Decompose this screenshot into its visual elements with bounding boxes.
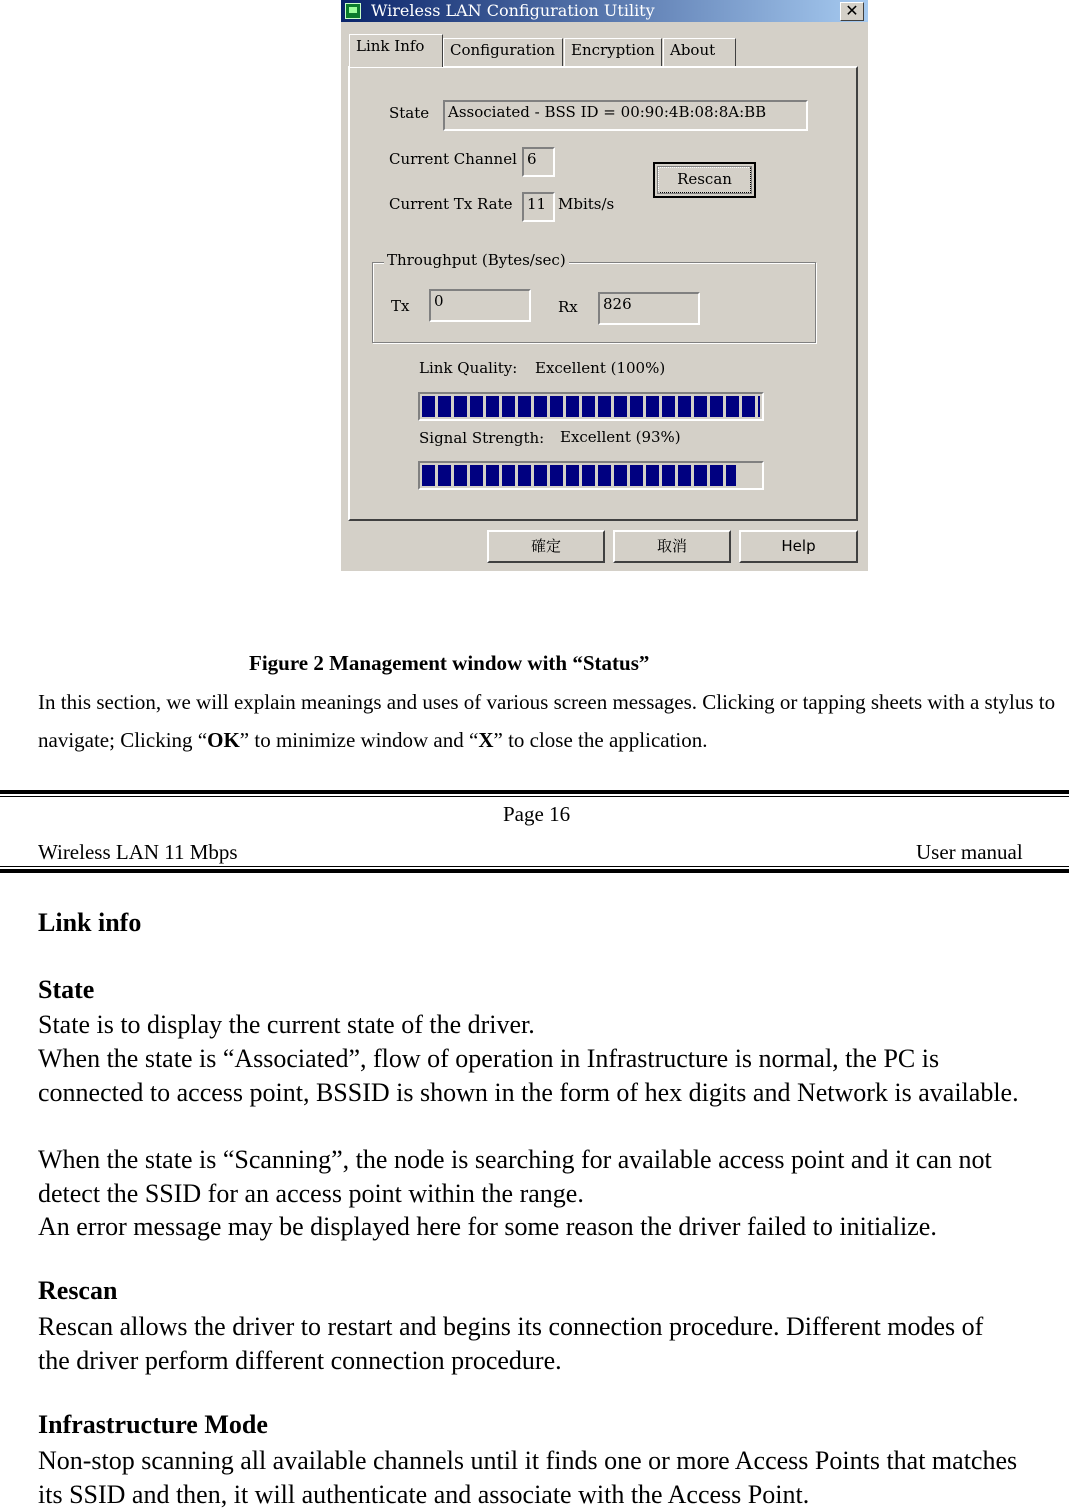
page-divider-top	[0, 790, 1069, 794]
tab-configuration[interactable]	[443, 38, 563, 66]
window-title: Wireless LAN Configuration Utility	[371, 1, 655, 20]
header-right: User manual	[916, 840, 1023, 864]
scanning-paragraph: When the state is “Scanning”, the node is searching for available access point and it can not detect the SSID for an access point within the range.	[38, 1145, 992, 1208]
throughput-title: Throughput (Bytes/sec)	[384, 251, 569, 269]
cancel-button[interactable]	[613, 530, 731, 563]
signal-strength-value: Excellent (93%)	[560, 428, 681, 446]
help-button-label: Help	[781, 537, 816, 555]
signal-strength-bar-fill	[422, 465, 736, 486]
figure-caption: Figure 2 Management window with “Status”	[249, 651, 650, 675]
rescan-label: Rescan	[658, 167, 751, 193]
tx-rate-unit: Mbits/s	[558, 195, 615, 213]
tx-label: Tx	[391, 297, 410, 315]
error-paragraph: An error message may be displayed here for some reason the driver failed to initialize.	[38, 1212, 937, 1241]
section-title: Link info	[38, 908, 142, 937]
page-divider-top-thin	[0, 796, 1069, 797]
wireless-app-icon	[345, 3, 361, 19]
intro-paragraph	[38, 683, 1058, 759]
link-quality-bar-fill	[422, 396, 760, 417]
rx-label: Rx	[558, 298, 578, 316]
state-paragraph: State is to display the current state of the driver.	[38, 1010, 535, 1039]
state-heading: State	[38, 975, 95, 1004]
header-divider-thin	[0, 866, 1069, 867]
intro-text-1: In this section, we will explain meanings and uses of various screen messages. Clicking or tapping sheets with a stylus to navigate; Clicking “	[38, 690, 1056, 752]
tab-encryption[interactable]	[564, 38, 662, 66]
config-utility-dialog	[341, 0, 868, 571]
infrastructure-heading: Infrastructure Mode	[38, 1410, 268, 1439]
rescan-paragraph: Rescan allows the driver to restart and begins its connection procedure. Different modes of the driver perform different connection procedure.	[38, 1312, 984, 1375]
intro-x-word: X	[478, 728, 494, 752]
rx-field: 826	[598, 292, 700, 325]
state-field: Associated - BSS ID = 00:90:4B:08:8A:BB	[443, 100, 808, 131]
ok-button-label: 確定	[530, 537, 561, 555]
rescan-button[interactable]	[653, 162, 756, 198]
rescan-heading: Rescan	[38, 1276, 118, 1305]
link-quality-label: Link Quality:	[419, 359, 518, 377]
tx-field: 0	[429, 289, 531, 322]
current-tx-rate-field: 11	[522, 192, 555, 222]
help-button[interactable]	[739, 530, 858, 563]
tab-label: About	[670, 41, 716, 59]
close-icon: ✕	[845, 1, 859, 20]
tab-about[interactable]	[663, 38, 736, 66]
current-tx-rate-label: Current Tx Rate	[389, 195, 513, 213]
close-button[interactable]	[840, 2, 864, 21]
intro-text-2: ” to minimize window and “	[239, 728, 479, 752]
associated-paragraph: When the state is “Associated”, flow of operation in Infrastructure is normal, the PC is connected to access point, BSSID is shown in the form of hex digits and Network is available.	[38, 1044, 1019, 1107]
link-quality-value: Excellent (100%)	[535, 359, 666, 377]
intro-text-3: ” to close the application.	[493, 728, 708, 752]
header-divider-thick	[0, 869, 1069, 873]
intro-ok-word: OK	[207, 728, 240, 752]
tab-label: Link Info	[356, 37, 425, 55]
signal-strength-bar	[418, 461, 764, 490]
header-left: Wireless LAN 11 Mbps	[38, 840, 238, 864]
page-number: Page 16	[503, 802, 571, 826]
signal-strength-label: Signal Strength:	[419, 429, 545, 447]
title-bar[interactable]	[341, 0, 868, 22]
infrastructure-paragraph: Non-stop scanning all available channels until it finds one or more Access Points that matches its SSID and then, it will authenticate and associate with the Access Point.	[38, 1446, 1018, 1509]
state-label: State	[389, 104, 430, 122]
ok-button[interactable]	[487, 530, 605, 563]
current-channel-label: Current Channel	[389, 150, 517, 168]
cancel-button-label: 取消	[656, 537, 687, 555]
tab-label: Encryption	[571, 41, 655, 59]
tab-label: Configuration	[450, 41, 556, 59]
tab-link-info[interactable]	[349, 34, 443, 67]
current-channel-field: 6	[522, 147, 555, 177]
link-quality-bar	[418, 392, 764, 421]
